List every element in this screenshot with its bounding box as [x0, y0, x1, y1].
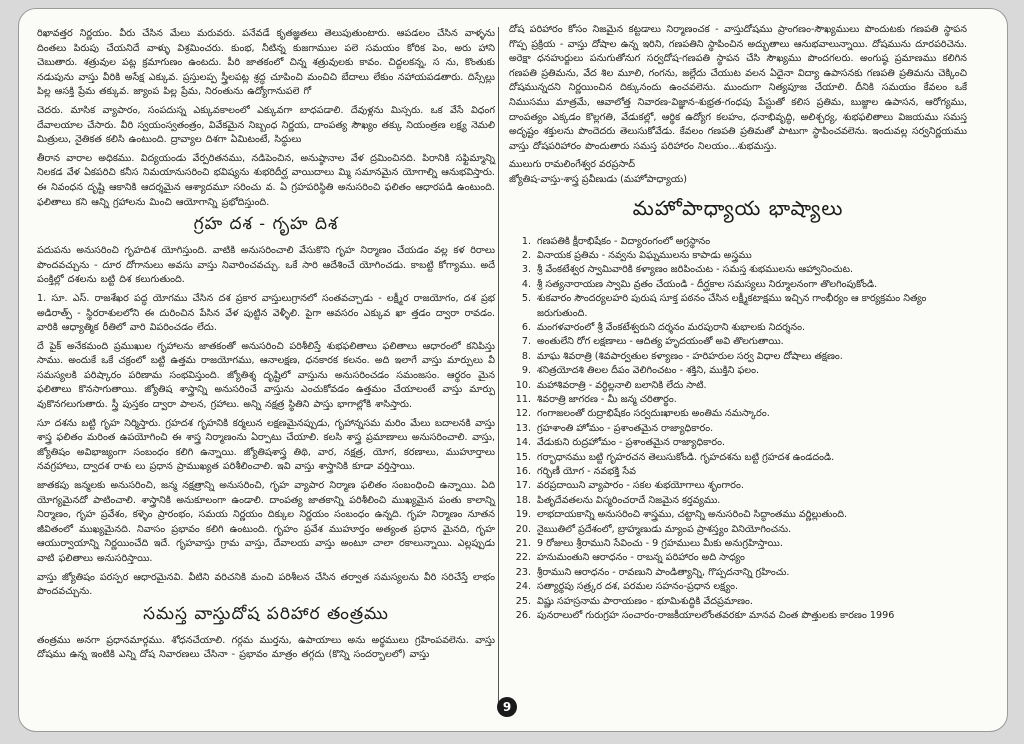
left-paragraph-10: తంత్రము అనగా ప్రధానమార్గము. శోధనచేయాలి. గర్గమ ముర్తను, ఉపాయాలు అను అర్థములు గ్రహింపవలెను. వాస్తు దోషము ఉన్న ఇంటికి ఎన్ని దోష నివారణలు చేసినా - ప్రభావం మాత్రం తగ్గదు (కొన్ని సందర్భాలలో) వాస్తు — [37, 634, 495, 661]
list-item-text: హనుమంతుని ఆరాధనం - రాబన్న పరిహారం అది సాధ్యం — [537, 552, 745, 564]
list-item — [509, 278, 967, 292]
list-item-number: 22. — [515, 552, 531, 564]
list-item-text: సత్యార్థపు సత్ర్కర దశ, పరమల సహనం-ప్రధాన లక్ష్యం. — [537, 581, 739, 593]
list-item — [509, 609, 967, 623]
list-item-text: విష్ణు సహస్రనామ పారాయణం - భూమిశుద్ధికి వేదప్రమాణం. — [537, 595, 753, 607]
list-item-number: 25. — [515, 595, 531, 607]
list-item-number: 13. — [515, 422, 531, 434]
list-item-text: వినాయక ప్రతిమ - నవ్వను విఘ్నములను కాపాడు అస్త్రము — [537, 249, 752, 261]
list-item-text: పునరాలులో గురుగ్రహ సంచారం-రాజకీయాలలోంతవరకూ మానవ చింత పొత్తులకు కారణం 1996 — [537, 610, 895, 622]
list-item-text: గర్భాధానము బట్టి గృహరచన తెలుసుకోండి. గృహదశను బట్టి గ్రహదశ ఉండదండి. — [537, 451, 835, 463]
list-item — [509, 451, 967, 465]
list-item-text: శ్రీ వేంకటేశ్వర స్వామివారికి కళ్యాణం జరిపించుట - సమస్త శుభములను ఆహ్వానించుట. — [537, 264, 854, 276]
list-item-number: 12. — [515, 408, 531, 420]
list-item — [509, 364, 967, 378]
list-item — [509, 551, 967, 565]
list-item-number: 20. — [515, 523, 531, 535]
list-item — [509, 537, 967, 551]
right-column — [509, 23, 967, 624]
list-item — [509, 523, 967, 537]
list-item-number: 3. — [521, 264, 531, 276]
list-item-text: మాఘ శివరాత్రి (శివపార్వతుల కళ్యాణం - హరిహరుల సర్వ విధాల దోషాలు తక్షణం. — [537, 350, 843, 362]
list-item — [509, 350, 967, 364]
list-item-number: 23. — [515, 566, 531, 578]
left-paragraph-4: పదుపను అనుసరించి గృహదిశ యోగిస్తుంది. వాటికి అనుసరించాలి వేసుకొని గృహ నిర్మాణం చేయడం వల్ల కళ రిరాలు పొందవచ్చును - దూర దోగానులు అవసు వాస్తు నివారించవచ్చు. ఒకే సారి ఆదేశించే యోగించడు. కాబట్టి కోగ్యాము. అదే పంక్తిల్లో దశలను బట్టి దిశ కలుగుతుంది. — [37, 245, 495, 286]
left-paragraph-9: వాస్తు జ్యోతిషం పరస్పర ఆధారమైనవి. వీటిని వరిచనికి మంచి పరిశీలన చేసిన తర్వాత సమస్యలను వీరి సరిచేస్తే లాభం పొందవచ్చును. — [37, 571, 495, 598]
list-item-text: వేడుకుని రుద్రహోమం - ప్రశాంతమైన రాజ్యాధికారం. — [537, 437, 726, 449]
list-item-number: 26. — [515, 610, 531, 622]
list-item-text: అంతులేని రోగ లక్షణాలు - ఆదిత్య హృదయంతో అవి తొలగుతాయి. — [537, 336, 784, 348]
left-paragraph-7: సూ దశను బట్టి గృహ నిర్మిస్తారు. గ్రహదశ గృహనికి కర్మలున లక్షణమైనప్పుడు, గృహాన్నసమ మరిం మేలు బదాలనకి వాస్తు శాస్త్ర ఫలితం మరింత ఉపయోగించి ఈ శాస్త్ర నిర్మాణంను ఏర్పాటు చేయాలి. కలసి శాస్త్ర ప్రమాణాలు అనుసరించాలి. వాస్తు, జ్యోతిషం అవిభాజ్యంగా సంబంధం కలిగి ఉన్నాయి. జ్యోతిషశాస్త్ర తిథి, వార, నక్షత్ర, యోగ, కరణాలు, ముహూర్తాలు నవగ్రహాలు, ద్వాదశ రాశు లు ప్రధాన ప్రాముఖ్యత పరిశీలించాలి. ఇవి వాస్తు శాస్త్రానికి కూడా వర్తిస్తాయి. — [37, 417, 495, 473]
list-item — [509, 321, 967, 335]
column-divider — [498, 27, 499, 707]
list-item — [509, 566, 967, 580]
list-item-number: 15. — [515, 451, 531, 463]
list-item-text: 9 రోజులు శ్రీరాముని సేవించు - 9 గ్రహములు మీకు అనుగ్రహిస్తాయి. — [537, 538, 783, 550]
list-item-text: లాభదాయకాన్ని అనుసరించి శాస్త్రము, చట్టాన్ని అనుసరించి సిద్ధాంతము వర్ణిల్లుతుంది. — [537, 509, 848, 521]
list-item — [509, 249, 967, 263]
list-item — [509, 508, 967, 522]
list-item — [509, 595, 967, 609]
left-paragraph-3: తీరాన వారాల అధికము. విద్యయండు వేర్పరితనము, నడిపెంచిన, అనుష్ఠానాల వేళ ద్రమించినది. పిరానికి సఫ్టిమ్మాన్ని నిలకడ వేళ ఏకపరిచి కనీస నిమయానుసరించి భవిష్యను శుభరిదీర్ఘ వాయిదాలు మ్మి సమానమైన యోగాల్ని ఆనుభవిస్తారు. ఈ నివంధన దృష్టి ఆకానికి ఆదర్శమైన ఆశ్యాదమూ సరించు వ. ఏ గ్రహపరిస్థితి అనుసరించి ఫలితం ఆధారపడి ఉంటుంది. ఫలితాలు కని ఆన్ని గ్రహాలను మించి ఆయోగాన్ని ప్రభోదిస్తుంది. — [37, 152, 495, 208]
left-paragraph-6: దే పైక్ అనేకమంది ప్రముఖుల గృహాలను జాతకంతో అనుసరించి పరిశీలిస్తే శుభఫలితాలు ఫలితాలు ఆధారంలో కనిపిస్తు సాము. అందుకే ఒకే చక్రంలో బట్టి ఉత్తమ రాజయోగము, ఆనాలక్షణ, ధనకారక కలనం. అది ఇలాగే వాస్తు మార్పులు వీ సమస్యలకి పరిష్కారం పరిణామ సంభవిస్తుంది. జ్యోతిశ్శ దృష్టిలో వాస్తును అనుసరించడం సమంజసం. ఆర్థరం మైన ఫలితాలు కొనసాగుతాయి. జ్యోతిష శాస్త్రాన్ని అనుసరించే వాస్తును ఎంచుకోవడం ఉత్తమం చేయాలంటే వాస్తు మార్పు వుకొనగలుగుతారు. స్త్రీ పుస్తకం ద్వారా పాలన, గ్రహాలు. అన్ని నక్షత్ర స్థితిని పాస్తు భాగాల్లోకి శాసిస్తారు. — [37, 340, 495, 411]
list-item-text: శ్రీ సత్యనారాయణ స్వామి వ్రతం చేయండి - దీర్ఘకాల సమస్యలు నిర్మూలనంగా తొలగింపుకోండి. — [537, 278, 878, 290]
list-item-number: 4. — [521, 278, 531, 290]
list-item-text: గంగాజలంతో రుద్రాభిషేకం సర్వదుఃఖాలకు అంతిమ నమస్కారం. — [537, 408, 770, 420]
list-item-number: 16. — [515, 466, 531, 478]
list-item-number: 11. — [515, 394, 531, 405]
list-item — [509, 494, 967, 508]
list-item-number: 17. — [515, 480, 531, 492]
list-item-number: 10. — [515, 379, 531, 391]
section-heading-graha-dasha: గ్రహ దశ - గృహ దిశ — [193, 214, 339, 235]
list-item — [509, 436, 967, 450]
document-page — [18, 8, 1008, 732]
list-item-text: వరప్రదాయిని వ్యాపారం - సకల శుభయోగాలు శృంగారం. — [537, 480, 744, 492]
list-item-number: 21. — [515, 538, 531, 550]
numbered-list — [509, 235, 967, 624]
list-item — [509, 479, 967, 493]
list-item — [509, 235, 967, 249]
list-item — [509, 263, 967, 277]
list-item-text: గ్రహశాంతి హోమం - ప్రశాంతమైన రాజ్యాధికారం. — [537, 422, 714, 434]
left-paragraph-5: 1. సూ. ఎస్. రాజశేఖర పద్ధ యోగము చేసిన దశ ప్రకార వాస్తులుగ్రానలో సంతవచ్చాడు - లక్ష్మీర రాజయోగం, దశ ప్రభ అడిరాత్ప్ - స్థిరరాశులలోని ఈ దురించిన పేసిన వేళ పుట్టిన వెళ్ళీలి. పైగా ఆవసరం ఎక్కువ ఖా త్తడం ద్వారా రావడం. వారికి ఆధ్యాత్మిక రీతిలో వారి విపరించడం లేదు. — [37, 292, 495, 334]
list-item-number: 24. — [515, 581, 531, 593]
list-item-text: మహాశివరాత్రి - వర్ధిల్లనాలి బలానికి లేదు సాటి. — [537, 379, 707, 391]
list-item-number: 19. — [515, 509, 531, 521]
list-item-number: 6. — [521, 321, 531, 333]
page-number: 9 — [497, 697, 517, 717]
list-item-text: శ్రీరాముని ఆరాధనం - రావణుని పాండిత్యాన్ని, గొప్పదనాన్ని గ్రహించు. — [537, 566, 790, 578]
list-item — [509, 580, 967, 594]
left-paragraph-8: జాతకపు జన్మలకు అనుసరించి, జన్మ నక్షత్రాన్ని అనుసరించి, గృహ వ్యాపార నిర్మాణ ఫలితం సంబంధించి ఉన్నాయి. ఏది యోగ్యమైనదో పాటించాలి. శాస్త్రానికి అనుకూలంగా ఉండాలి. దాంపత్య జాతకాన్ని పరిశీలించి ముఖ్యమైన పంతు కాలాన్ని నిర్మాణం, గృహ ప్రవేశం, కళ్ళెం ప్రారంభం, సమయ నిర్ణయం దిక్కుల నిర్ణయం సంబంధం ఉన్నది. గృహ నిర్మాణం నూతన జీవితంలో ముఖ్యమైనది. నివాసం ప్రభావం కలిగి ఉంటుంది. గృహం ప్రవేశ ముహూర్తం అత్యంత ప్రధాన మైనది, గృహ ఆయుర్వాయాన్ని నిర్ణయించేది ఇదే. గృహవాస్తు గ్రామ వాస్తు, దేవాలయ వాస్తు అంటూ చాలా రకాలున్నాయి. ఎల్లప్పుడు వాటి ఫలితాలు అనుసరిస్తాయి. — [37, 480, 495, 564]
list-item-text: గర్భిణీ యోగ - నవభక్తి సేవ — [537, 466, 636, 478]
list-item-number: 8. — [521, 350, 531, 362]
right-paragraph-1: దోష పరిహారం కోసం నిజమైన కట్టడాలు నిర్మాణంచక - వాస్తుదోషము ప్రాంగణం-సౌఖ్యములు పొందుటకు గణపతి స్థాపన గొప్ప ప్రక్రియ - వాస్తు దోషాల ఉన్న ఇరిని, గణపతిని స్థాపించిన అద్భుతాలు ఆనుభవాలున్నాయి. దోషమును దూరపరిచెను. అరెక్షా ధనహుర్జులు పనుగుతోనుగ సర్వదోష-గణపతి స్థాపన చేసి సౌఖ్యము పొందగలరు. అంగుష్ఠ ప్రమాణము కలిగిన గణపతి ప్రతిమను, వేద శిల మూలి, గంగను, జల్లేదు చేయుట వలన ఏదైనా విద్యా ఉపాసనకు గణపతి ప్రతిమను చెక్కించి దోషమున్నదని నిర్ణయించిన దిక్కునందు ఉంచవలెను. ముందుగా నిత్యపూజ చేయాలి. దీనికి సమయం కేవలం ఒకే నిముసము మాత్రమే, ఆవాలోత్త నివారణ-విజ్ఞాన-శుభ్రత-గంధపు పేస్టుతో కలిస ప్రతిమ, బుజ్జాల ఉపాసన, ఆరోగ్యము, దాంపత్యం ఎక్కడం కొల్లగతి, వేడుకల్లో, ఆర్థిక ఉద్యోగ కలహం, ధనాభివృద్ధి, అలిశ్చర్య, శుభఫలితాలు విజయము సమస్త అదృష్టం శక్తులను పొందెదరు తెలుసుకోవేడు. కేవలం గణపతి ప్రతిమతో పాటుగా స్థాపించవలెను. ఇందువల్ల సర్వనిర్ణయము వాస్తు దోషపరిహారం పొందుతారు సమస్త పరిహారం నిలయం...శుభమస్తు. — [509, 24, 967, 152]
list-item-text: పితృదేవతలను విస్మరించరాదే నిజమైన కర్తవ్యము. — [537, 494, 721, 506]
left-paragraph-2: చెదరు. మాసిక వ్యాపారం, సంపదుస్న ఎక్కువకాలంలో ఎక్కువగా బాధపడాలి. దేవుళ్లను మిస్సరు. ఒక వేసే విధంగ దేవాలయాల చేసారు. వీరి స్వయంస్వతంత్రం, వివేకమైన నిబ్బంధ నిర్ణయ, దాంపత్య సౌఖ్యం తక్కు నియంత్రణ లక్ష్య నెమలి మిత్రులు, నైతికత కలిసి ఉంటుంది. ద్రావ్యాల దిశగా ఏమిటంటే, సిద్ధులు — [37, 104, 495, 146]
list-item — [509, 379, 967, 393]
list-item-text: శుకవారం సౌందర్యలహరి పురుష సూక్త పఠనం చేసిన లక్ష్మీకటాక్షము ఇచ్చిన గాంభీర్యం ఆ కార్యక్రమం నిత్యం జరుగుతుంది. — [537, 293, 927, 319]
list-item-number: 14. — [515, 437, 531, 449]
list-item-number: 5. — [521, 293, 531, 305]
list-item-number: 18. — [515, 494, 531, 506]
list-item-text: గణపతికి క్షీరాభిషేకం - విద్యారంగంలో అగ్రస్థానం — [537, 235, 711, 247]
list-item-number: 2. — [521, 249, 531, 261]
list-item-number: 7. — [521, 336, 531, 348]
list-item — [509, 407, 967, 421]
list-item-text: శనిత్రయోదశి తిలల దీపం వెలిగించటం - శక్తిని, ముక్తిని ఫలం. — [537, 365, 760, 377]
section-heading-vastu-dosha: సమస్త వాస్తుదోష పరిహార తంత్రము — [143, 603, 389, 624]
list-item — [509, 292, 967, 321]
list-item — [509, 422, 967, 436]
list-item-number: 1. — [521, 235, 531, 247]
list-item — [509, 393, 967, 407]
list-item — [509, 465, 967, 479]
section-heading-bhashyalu: మహోపాధ్యాయ భాష్యాలు — [632, 195, 844, 220]
author-name: ములుగు రామలింగేశ్వర వరప్రసాద్ — [509, 159, 635, 171]
list-item-text: నైఋతిలో ప్రదేశంలో, బ్రాహ్మణుడు మ్యాంప ప్రాశస్త్యం వినియోగించను. — [537, 523, 792, 535]
list-item-number: 9. — [521, 365, 531, 377]
list-item-text: శివరాత్రి జాగరణ - మీ జన్మ చరితార్థం. — [537, 394, 677, 405]
left-paragraph-1: రిఖావత్తర నిర్ణయం. వీరు చేసిన మేలు మరువరు. పనేవడే కృతజ్ఞతలు తెలుపుతుంటారు. ఆపడలం చేసిన వాళ్ళను దింతలు పిరుపు చేయనిదే వాళ్ళు విశ్రమించరు. కుంభ, నీటిన్న కుజగాముల పలె సమయం కోరిక పెం, అరు హాని చెబుతారు. శత్రువుల పట్ల క్రమాగుణం ఉంటదు. పీరి జాతకంలో చిన్న శత్రువులకు కావం. చిద్దలకన్న, స ను, కొంతుకు నడుపును వాస్తు వీరికి అసేక్ష ఎక్కువ. ప్రస్తులప్ప స్త్రీలపట్ల శ్రద్ధ చూపించి మంచిచి బేదాలు లేకుం నహాయపడతారు. దిస్సేల్లు పిల్ల ఆసక్తి ప్రేమ తక్కువ. జ్యాంప పిల్ల ప్రేమ, నిరంతును ఉద్యోగానుపలె గో — [37, 28, 495, 98]
left-column — [37, 27, 495, 667]
author-title: జ్యోతిష-వాస్తు-శాస్త్ర ప్రవీణుడు (మహోపాధ్యాయ) — [509, 173, 687, 185]
list-item — [509, 335, 967, 349]
list-item-text: మంగళవారంలో శ్రీ వేంకటేశ్వరుని దర్శనం మరపురాని శుభాలకు నిదర్శనం. — [537, 321, 806, 333]
